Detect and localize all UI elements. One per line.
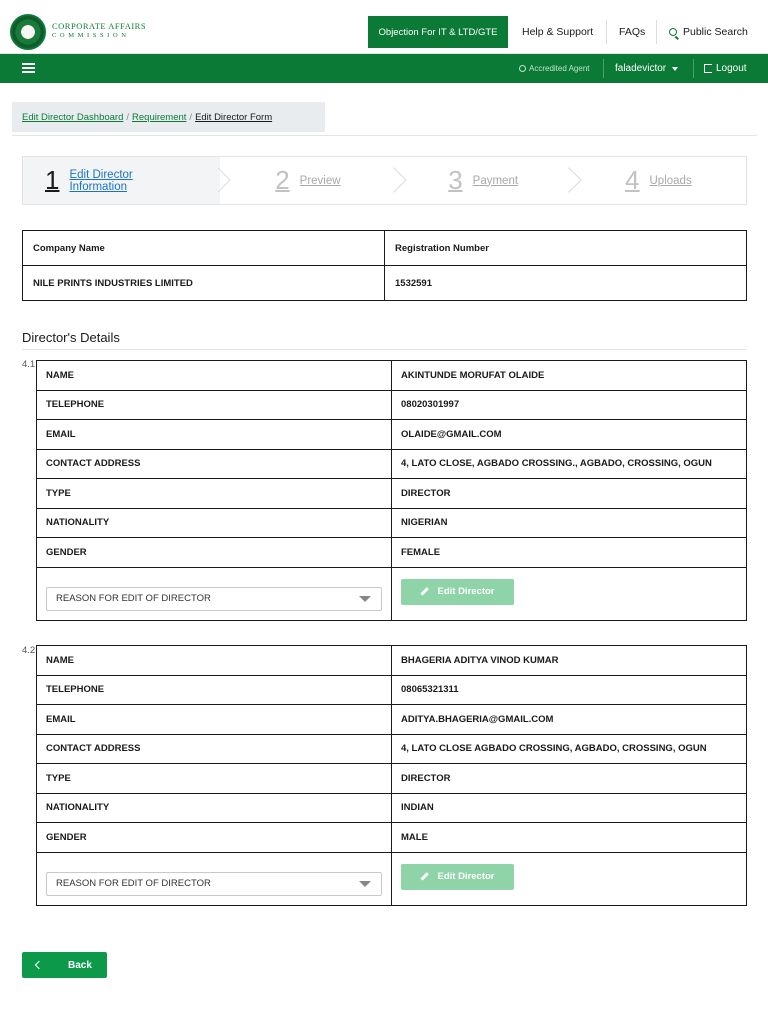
step-number: 3: [448, 165, 463, 195]
hamburger-menu-icon[interactable]: [22, 63, 35, 73]
breadcrumb-current[interactable]: Edit Director Form: [195, 111, 273, 123]
field-value: BHAGERIA ADITYA VINOD KUMAR: [392, 646, 747, 676]
table-row: [37, 449, 747, 479]
edit-director-button[interactable]: [401, 579, 514, 605]
logo-line2: COMMISSION: [52, 32, 130, 39]
step-edit-director[interactable]: [23, 157, 220, 204]
search-icon: [669, 28, 677, 36]
logout-link[interactable]: [704, 54, 747, 83]
company-name-header: Company Name: [23, 231, 385, 266]
field-key: TYPE: [37, 479, 392, 509]
step-number: 4: [625, 165, 640, 195]
field-key: GENDER: [37, 538, 392, 568]
edit-director-label: Edit Director: [437, 871, 495, 882]
field-key: NATIONALITY: [37, 508, 392, 538]
field-value: AKINTUNDE MORUFAT OLAIDE: [392, 361, 747, 391]
back-button[interactable]: [22, 952, 107, 978]
username: faladevictor: [615, 63, 667, 74]
table-row: [37, 705, 747, 735]
step-label: Uploads: [649, 174, 692, 187]
help-support-link[interactable]: Help & Support: [522, 26, 594, 38]
table-row: [23, 266, 747, 301]
caret-down-icon: [672, 67, 678, 71]
divider: [12, 135, 757, 136]
divider: [22, 349, 747, 350]
field-value: OLAIDE@GMAIL.COM: [392, 420, 747, 450]
caret-down-icon: [359, 596, 371, 602]
field-key: TELEPHONE: [37, 675, 392, 705]
step-number: 2: [275, 165, 290, 195]
registration-number-value: 1532591: [385, 266, 747, 301]
step-label: Edit Director Information: [69, 168, 133, 193]
reason-placeholder: REASON FOR EDIT OF DIRECTOR: [56, 878, 211, 889]
company-table: [22, 230, 747, 301]
step-uploads[interactable]: [571, 157, 746, 204]
step-number: 1: [45, 165, 60, 195]
table-row: [37, 420, 747, 450]
field-value: DIRECTOR: [392, 764, 747, 794]
accredited-agent-label: [519, 54, 589, 83]
field-value: MALE: [392, 823, 747, 853]
info-icon: [519, 65, 526, 72]
field-key: NAME: [37, 646, 392, 676]
breadcrumb: [12, 102, 325, 132]
top-header: [0, 0, 768, 54]
nav-divider: [656, 20, 657, 44]
table-row: [37, 508, 747, 538]
nav-divider: [606, 20, 607, 44]
logo-text[interactable]: [52, 22, 146, 40]
field-value: FEMALE: [392, 538, 747, 568]
director-table: [36, 360, 747, 621]
table-row: [37, 567, 747, 620]
user-toolbar: [0, 54, 768, 83]
action-cell: [392, 852, 747, 905]
logout-label: Logout: [716, 63, 747, 74]
table-row: [37, 479, 747, 509]
reason-cell: [37, 567, 392, 620]
edit-director-button[interactable]: [401, 864, 514, 890]
breadcrumb-separator: /: [189, 111, 193, 123]
table-row: [37, 793, 747, 823]
table-row: [37, 675, 747, 705]
wizard-steps: [22, 156, 747, 205]
action-cell: [392, 567, 747, 620]
cac-logo-icon[interactable]: [10, 14, 46, 50]
field-value: INDIAN: [392, 793, 747, 823]
pencil-icon: [421, 872, 429, 880]
field-key: TYPE: [37, 764, 392, 794]
reason-select[interactable]: [46, 587, 382, 611]
section-title: Director's Details: [22, 330, 120, 345]
pencil-icon: [421, 587, 429, 595]
field-value: DIRECTOR: [392, 479, 747, 509]
reason-cell: [37, 852, 392, 905]
breadcrumb-dashboard[interactable]: Edit Director Dashboard: [22, 111, 124, 123]
caret-down-icon: [359, 881, 371, 887]
field-key: EMAIL: [37, 705, 392, 735]
field-value: 4, LATO CLOSE, AGBADO CROSSING., AGBADO, CROSSING, OGUN: [392, 449, 747, 479]
reason-select[interactable]: [46, 872, 382, 896]
field-value: ADITYA.BHAGERIA@GMAIL.COM: [392, 705, 747, 735]
table-row: [37, 734, 747, 764]
table-row: [37, 538, 747, 568]
director-table: [36, 645, 747, 906]
field-value: 08020301997: [392, 390, 747, 420]
field-value: 08065321311: [392, 675, 747, 705]
faqs-link[interactable]: FAQs: [619, 26, 646, 38]
table-row: [37, 823, 747, 853]
company-name-value: NILE PRINTS INDUSTRIES LIMITED: [23, 266, 385, 301]
field-key: CONTACT ADDRESS: [37, 449, 392, 479]
table-row: [37, 390, 747, 420]
field-key: TELEPHONE: [37, 390, 392, 420]
table-row: [37, 361, 747, 391]
breadcrumb-requirement[interactable]: Requirement: [132, 111, 187, 123]
toolbar-divider: [693, 59, 694, 78]
registration-number-header: Registration Number: [385, 231, 747, 266]
step-label: Preview: [299, 174, 341, 187]
table-row: [37, 646, 747, 676]
user-menu[interactable]: [615, 54, 678, 83]
logout-icon: [704, 64, 712, 73]
field-value: NIGERIAN: [392, 508, 747, 538]
field-key: NATIONALITY: [37, 793, 392, 823]
logo-line1: CORPORATE AFFAIRS: [52, 21, 147, 31]
field-key: NAME: [37, 361, 392, 391]
table-row: [37, 764, 747, 794]
public-search-label: Public Search: [683, 26, 748, 38]
field-key: EMAIL: [37, 420, 392, 450]
edit-director-label: Edit Director: [437, 586, 495, 597]
back-label: Back: [68, 959, 92, 971]
step-preview[interactable]: [220, 157, 395, 204]
toolbar-divider: [603, 59, 604, 78]
director-index: 4.1: [22, 359, 36, 370]
public-search-link[interactable]: [669, 18, 748, 46]
breadcrumb-separator: /: [126, 111, 130, 123]
table-row: [23, 231, 747, 266]
agent-text: Accredited Agent: [529, 64, 590, 73]
field-key: CONTACT ADDRESS: [37, 734, 392, 764]
table-row: [37, 852, 747, 905]
objection-button[interactable]: Objection For IT & LTD/GTE: [368, 16, 508, 48]
chevron-left-icon: [35, 961, 43, 969]
step-label: Payment: [472, 174, 519, 187]
field-value: 4, LATO CLOSE AGBADO CROSSING, AGBADO, CROSSING, OGUN: [392, 734, 747, 764]
reason-placeholder: REASON FOR EDIT OF DIRECTOR: [56, 593, 211, 604]
field-key: GENDER: [37, 823, 392, 853]
step-payment[interactable]: [396, 157, 571, 204]
director-index: 4.2: [22, 645, 36, 656]
